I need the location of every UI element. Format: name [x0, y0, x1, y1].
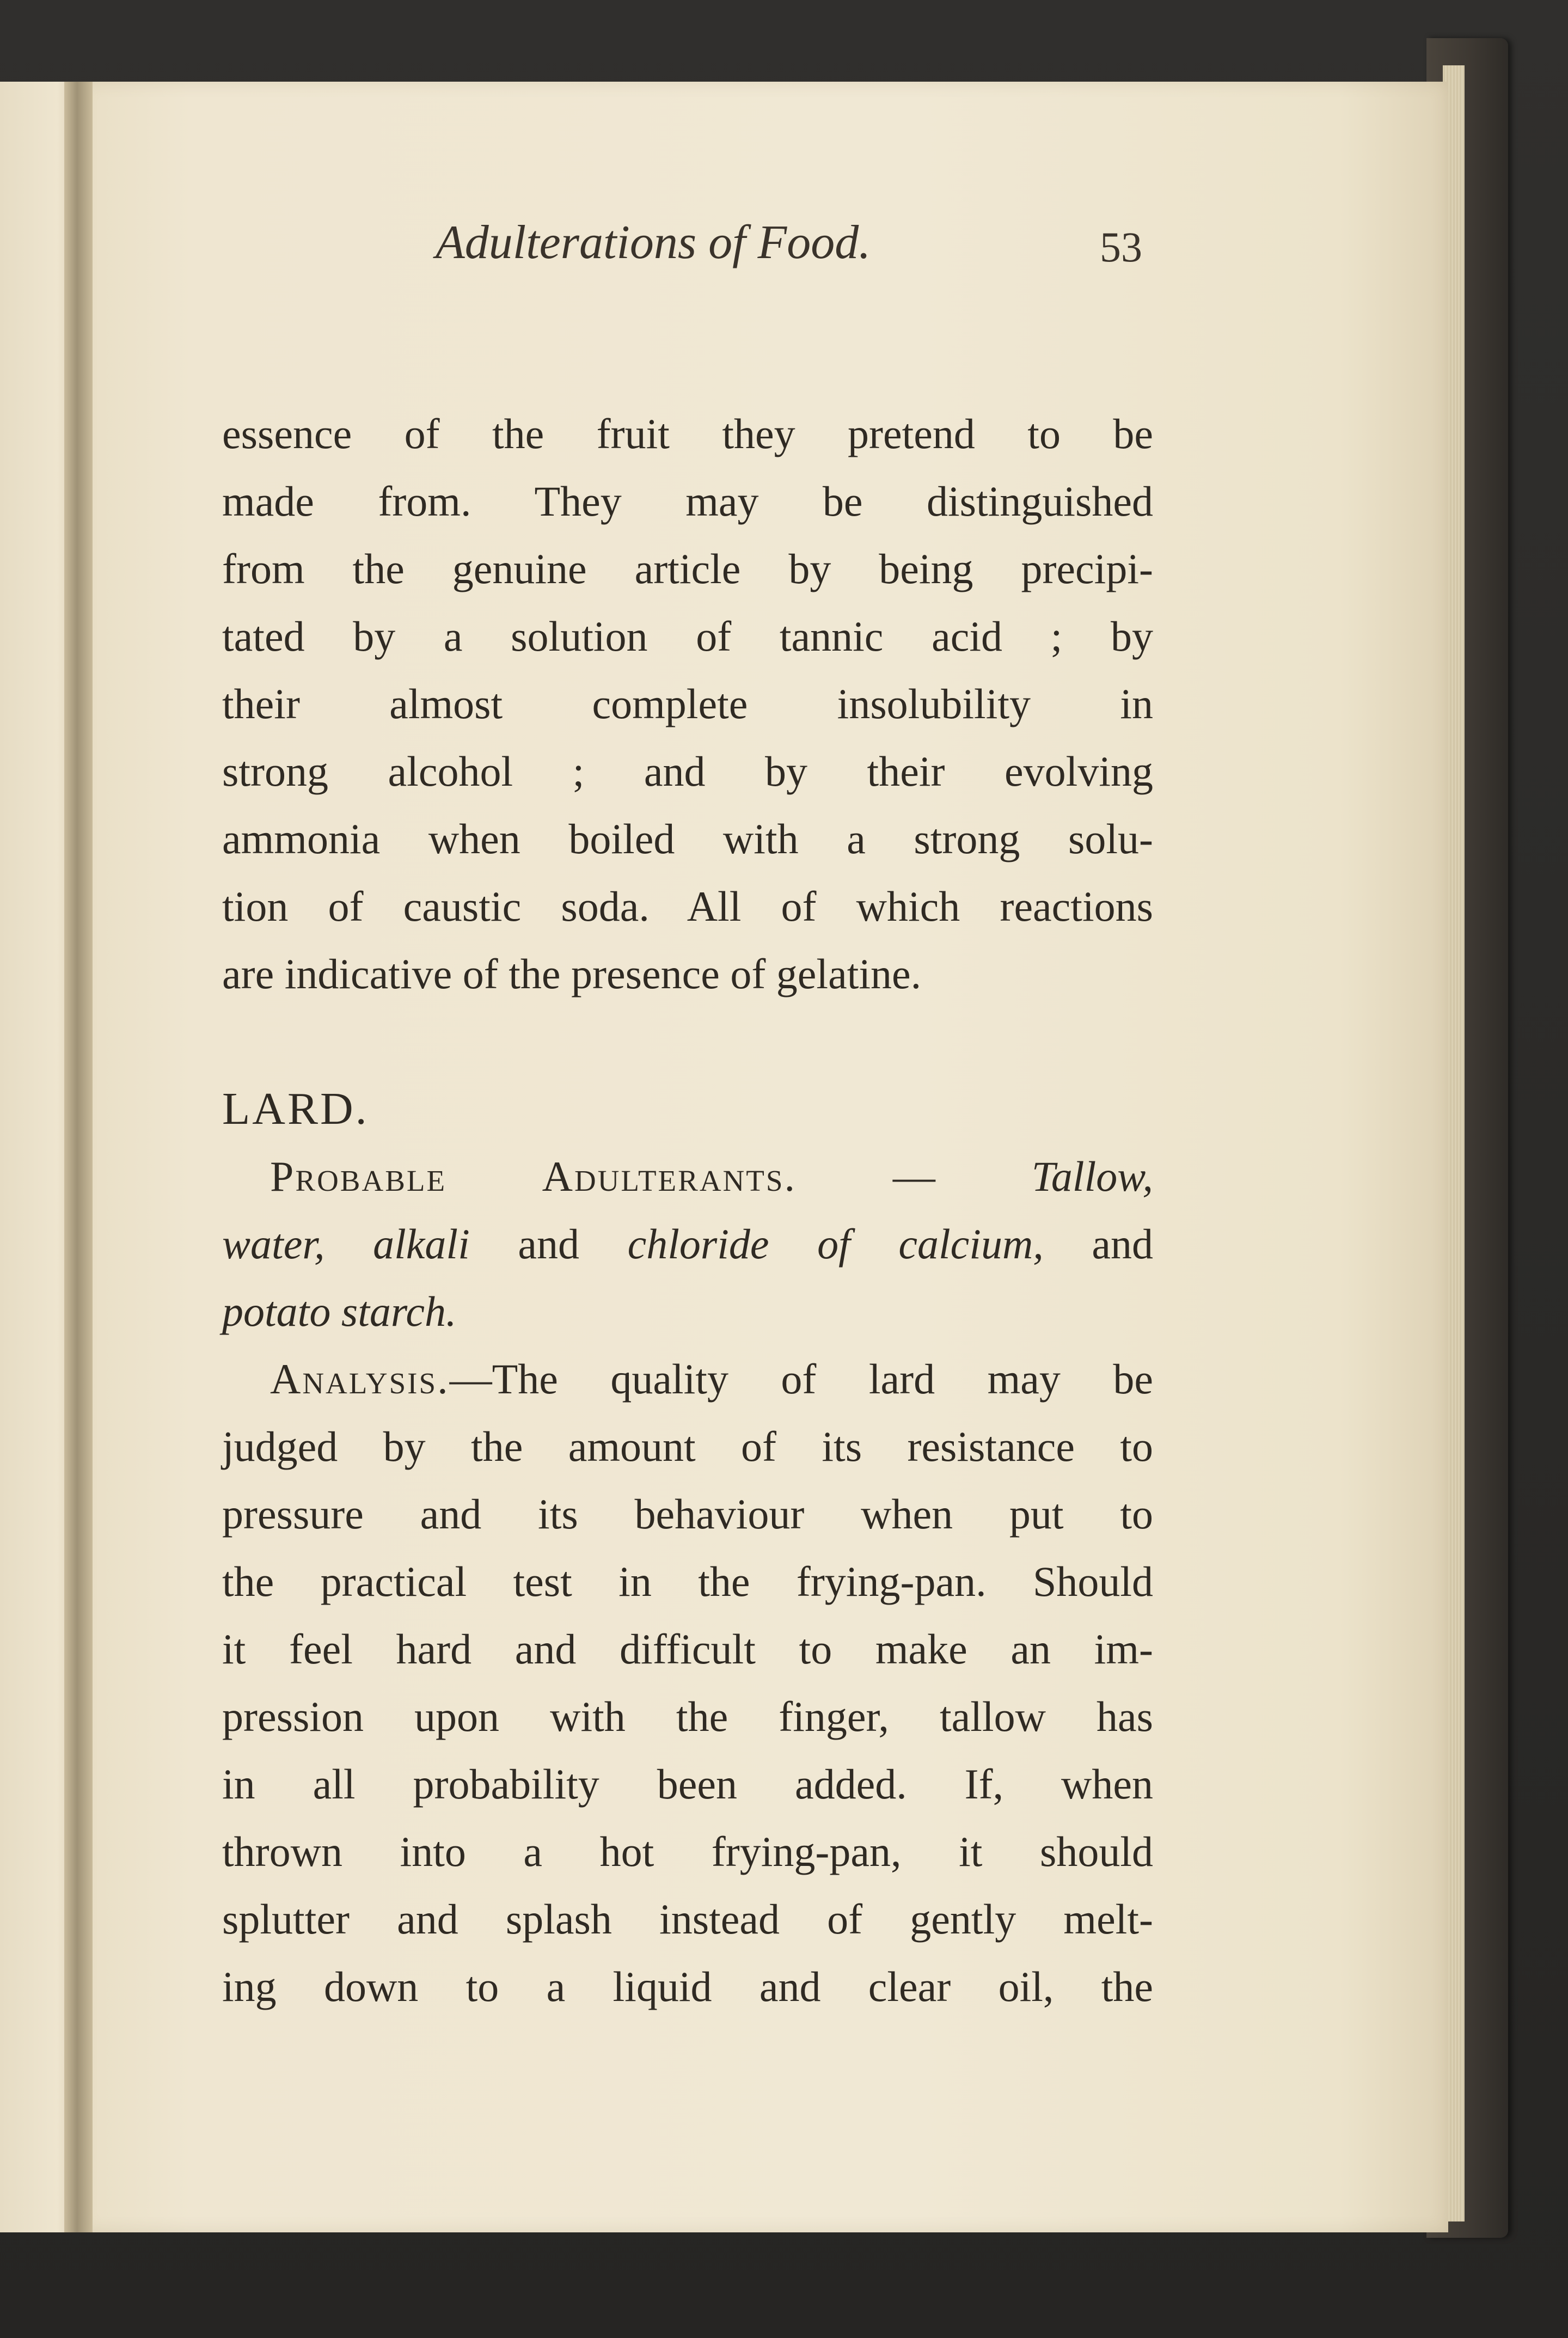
body-line: their almost complete insolubility in — [222, 680, 1153, 727]
body-line: essence of the fruit they pretend to be — [222, 410, 1153, 457]
body-line: pressure and its behaviour when put to — [222, 1490, 1153, 1538]
body-line: judged by the amount of its resistance to — [222, 1423, 1153, 1470]
body-line: ammonia when boiled with a strong solu- — [222, 815, 1153, 862]
conjunction: and — [1092, 1220, 1153, 1268]
section-heading: LARD. — [222, 1084, 369, 1134]
body-line: in all probability been added. If, when — [222, 1760, 1153, 1808]
page-number: 53 — [1100, 223, 1142, 271]
analysis-text: —The quality of lard may be — [449, 1355, 1153, 1403]
adulterant-item: Tallow, — [1031, 1153, 1154, 1200]
conjunction: and — [518, 1220, 579, 1268]
em-dash: — — [892, 1153, 935, 1200]
body-line: pression upon with the finger, tallow has — [222, 1693, 1153, 1740]
adulterant-item: potato starch. — [222, 1288, 457, 1335]
running-head-title: Adulterations of Food. — [436, 216, 871, 269]
adulterants-line — [222, 1278, 1153, 1345]
analysis-line — [222, 1345, 1153, 1413]
body-line: strong alcohol ; and by their evolving — [222, 748, 1153, 795]
adulterant-item: water, — [222, 1220, 325, 1268]
body-line: are indicative of the presence of gelatine. — [222, 950, 922, 997]
body-line: splutter and splash instead of gently melt- — [222, 1895, 1153, 1943]
body-line: from the genuine article by being precipi- — [222, 545, 1153, 592]
body-line: ing down to a liquid and clear oil, the — [222, 1963, 1153, 2010]
body-line: tated by a solution of tannic acid ; by — [222, 613, 1153, 660]
adulterant-item: chloride of calcium, — [627, 1220, 1044, 1268]
body-line: it feel hard and difficult to make an im- — [222, 1625, 1153, 1673]
body-line: made from. They may be distinguished — [222, 478, 1153, 525]
body-line: thrown into a hot frying-pan, it should — [222, 1828, 1153, 1875]
adulterants-line — [222, 1143, 1153, 1210]
running-head — [354, 215, 1171, 280]
analysis-label: Analysis. — [270, 1355, 450, 1403]
adulterant-item: alkali — [373, 1220, 470, 1268]
book-gutter — [64, 82, 93, 2232]
page-body — [222, 400, 1153, 2021]
adulterants-label: Probable Adulterants. — [270, 1153, 797, 1200]
body-line: tion of caustic soda. All of which reactions — [222, 883, 1153, 930]
adulterants-line — [222, 1210, 1153, 1278]
body-line: the practical test in the frying-pan. Should — [222, 1558, 1153, 1605]
